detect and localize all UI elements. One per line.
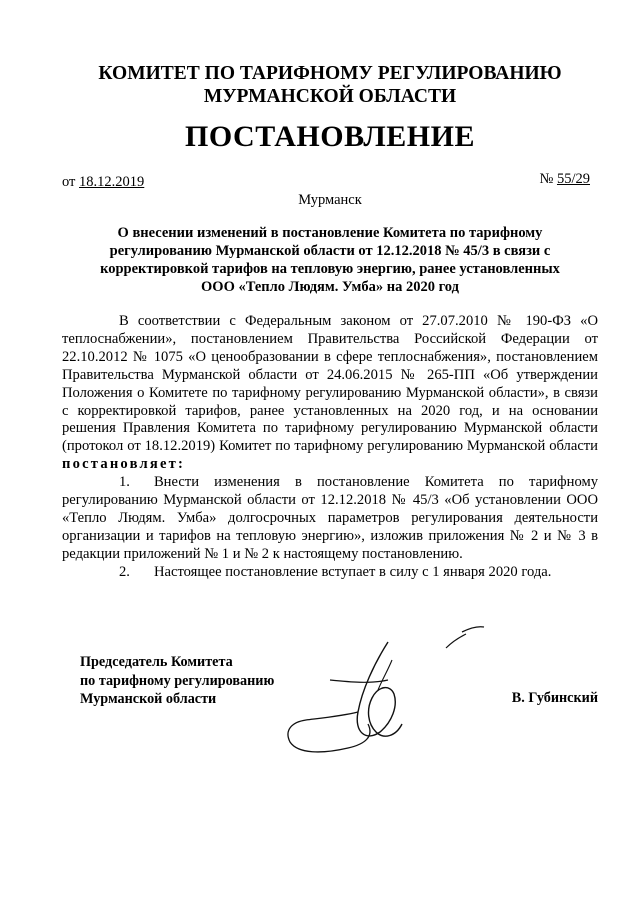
preamble-paragraph [62,313,598,474]
date-value: 18.12.2019 [79,174,145,190]
document-date [62,174,144,191]
item-text: Настоящее постановление вступает в силу с 1 января 2020 года. [153,563,552,580]
signatory-name: В. Губинский [511,690,598,706]
number-value: 55/29 [556,171,590,187]
position-line-1: Председатель Комитета [80,654,233,670]
number-prefix: № [539,171,557,187]
document-subject: О внесении изменений в постановление Комитета по тарифному регулированию Мурманской области от 12.12.2018 № 45/3 в связи с корректировкой тарифов на тепловую энергию, ранее установленных ООО «Тепло Людям. Умба» на 2020 год [100,225,560,295]
position-line-2: по тарифному регулированию [80,672,275,689]
document-type-title: ПОСТАНОВЛЕНИЕ [185,120,475,153]
item-text: Внести изменения в постановление Комитета по тарифному регулированию Мурманской области от 12.12.2018 № 45/3 «Об установлении ООО «Тепло Людям. Умба» долгосрочных параметров регулирования деятельности организации и тарифов на тепловую энергию», изложив приложения № 2 и № 3 в редакции приложений № 1 и № 2 к настоящему постановлению. [62,474,598,562]
issuing-authority [60,62,600,108]
document-number [540,171,591,188]
resolves-word: постановляет: [62,456,186,473]
position-line-3: Мурманской области [80,691,217,707]
list-item [62,474,598,564]
document-body [62,313,598,582]
authority-line-1: КОМИТЕТ ПО ТАРИФНОМУ РЕГУЛИРОВАНИЮ [98,63,562,84]
handwritten-signature [270,620,500,760]
date-prefix: от [62,174,80,190]
list-item [62,564,598,582]
item-number: 1. [119,474,130,491]
authority-line-2: МУРМАНСКОЙ ОБЛАСТИ [203,86,457,107]
issue-city: Мурманск [298,192,362,208]
signatory-position [80,653,274,709]
preamble-text: В соответствии с Федеральным законом от 27.07.2010 № 190-ФЗ «О теплоснабжении», постановлением Правительства Российской Федерации от 22.10.2012 № 1075 «О ценообразовании в сфере теплоснабжения», постановлением Правительства Мурманской области от 24.06.2015 № 265-ПП «Об утверждении Положения о Комитете по тарифному регулированию Мурманской области», в связи с корректировкой тарифов, ранее установленных на 2020 год, и на основании решения Правления Комитета по тарифному регулированию Мурманской области (протокол от 18.12.2019) Комитет по тарифному регулированию Мурманской области [62,313,598,455]
item-number: 2. [119,563,130,580]
